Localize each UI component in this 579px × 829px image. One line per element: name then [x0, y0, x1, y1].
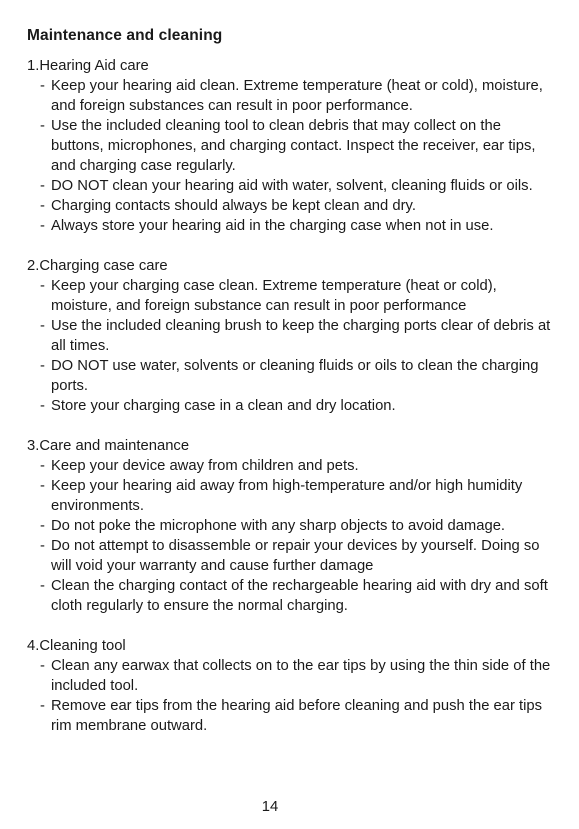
bullet-text: Always store your hearing aid in the charging case when not in use. — [51, 218, 494, 234]
bullet-item — [27, 476, 557, 516]
bullet-text: Keep your hearing aid away from high-temperature and/or high humidity environments. — [51, 478, 523, 514]
bullet-dash: - — [40, 538, 45, 554]
bullet-text: Clean the charging contact of the rechargeable hearing aid with dry and soft cloth regularly to ensure the normal charging. — [51, 578, 548, 614]
bullet-dash: - — [40, 698, 45, 714]
section-2 — [27, 256, 557, 416]
bullet-dash: - — [40, 658, 45, 674]
bullet-item — [27, 396, 557, 416]
bullet-text: DO NOT use water, solvents or cleaning fluids or oils to clean the charging ports. — [51, 358, 539, 394]
section-heading: 3.Care and maintenance — [27, 438, 190, 454]
bullet-item — [27, 656, 557, 696]
bullet-dash: - — [40, 118, 45, 134]
bullet-text: Store your charging case in a clean and dry location. — [51, 398, 396, 414]
bullet-dash: - — [40, 358, 45, 374]
bullet-dash: - — [40, 458, 45, 474]
bullet-item — [27, 116, 557, 176]
bullet-item — [27, 576, 557, 616]
section-4 — [27, 636, 557, 736]
bullet-text: Do not attempt to disassemble or repair your devices by yourself. Doing so will void your warranty and cause further damage — [51, 538, 540, 574]
bullet-item — [27, 176, 557, 196]
section-heading: 4.Cleaning tool — [27, 638, 126, 654]
bullet-item — [27, 196, 557, 216]
bullet-item — [27, 696, 557, 736]
sections-container — [27, 56, 557, 756]
bullet-item — [27, 316, 557, 356]
bullet-dash: - — [40, 178, 45, 194]
section-heading: 2.Charging case care — [27, 258, 168, 274]
bullet-text: Remove ear tips from the hearing aid before cleaning and push the ear tips rim membrane outward. — [51, 698, 543, 734]
bullet-text: Use the included cleaning tool to clean debris that may collect on the buttons, microphones, and charging contact. Inspect the receiver, ear tips, and charging case regularly. — [51, 118, 536, 174]
section-heading: 1.Hearing Aid care — [27, 58, 149, 74]
bullet-dash: - — [40, 578, 45, 594]
bullet-item — [27, 216, 557, 236]
bullet-text: Keep your device away from children and pets. — [51, 458, 359, 474]
bullet-text: Use the included cleaning brush to keep the charging ports clear of debris at all times. — [51, 318, 551, 354]
bullet-item — [27, 76, 557, 116]
bullet-text: Keep your charging case clean. Extreme temperature (heat or cold), moisture, and foreign substance can result in poor performance — [51, 278, 497, 314]
bullet-text: DO NOT clean your hearing aid with water, solvent, cleaning fluids or oils. — [51, 178, 533, 194]
page-title: Maintenance and cleaning — [27, 27, 223, 44]
bullet-dash: - — [40, 518, 45, 534]
bullet-dash: - — [40, 278, 45, 294]
bullet-text: Charging contacts should always be kept clean and dry. — [51, 198, 416, 214]
section-3 — [27, 436, 557, 616]
bullet-item — [27, 536, 557, 576]
bullet-text: Clean any earwax that collects on to the ear tips by using the thin side of the included tool. — [51, 658, 551, 694]
bullet-dash: - — [40, 78, 45, 94]
bullet-dash: - — [40, 218, 45, 234]
bullet-dash: - — [40, 318, 45, 334]
bullet-item — [27, 356, 557, 396]
bullet-item — [27, 276, 557, 316]
bullet-text: Keep your hearing aid clean. Extreme temperature (heat or cold), moisture, and foreign substances can result in poor performance. — [51, 78, 543, 114]
bullet-item — [27, 516, 557, 536]
section-1 — [27, 56, 557, 236]
bullet-text: Do not poke the microphone with any sharp objects to avoid damage. — [51, 518, 506, 534]
bullet-dash: - — [40, 478, 45, 494]
bullet-item — [27, 456, 557, 476]
page-number: 14 — [261, 799, 279, 815]
bullet-dash: - — [40, 198, 45, 214]
bullet-dash: - — [40, 398, 45, 414]
